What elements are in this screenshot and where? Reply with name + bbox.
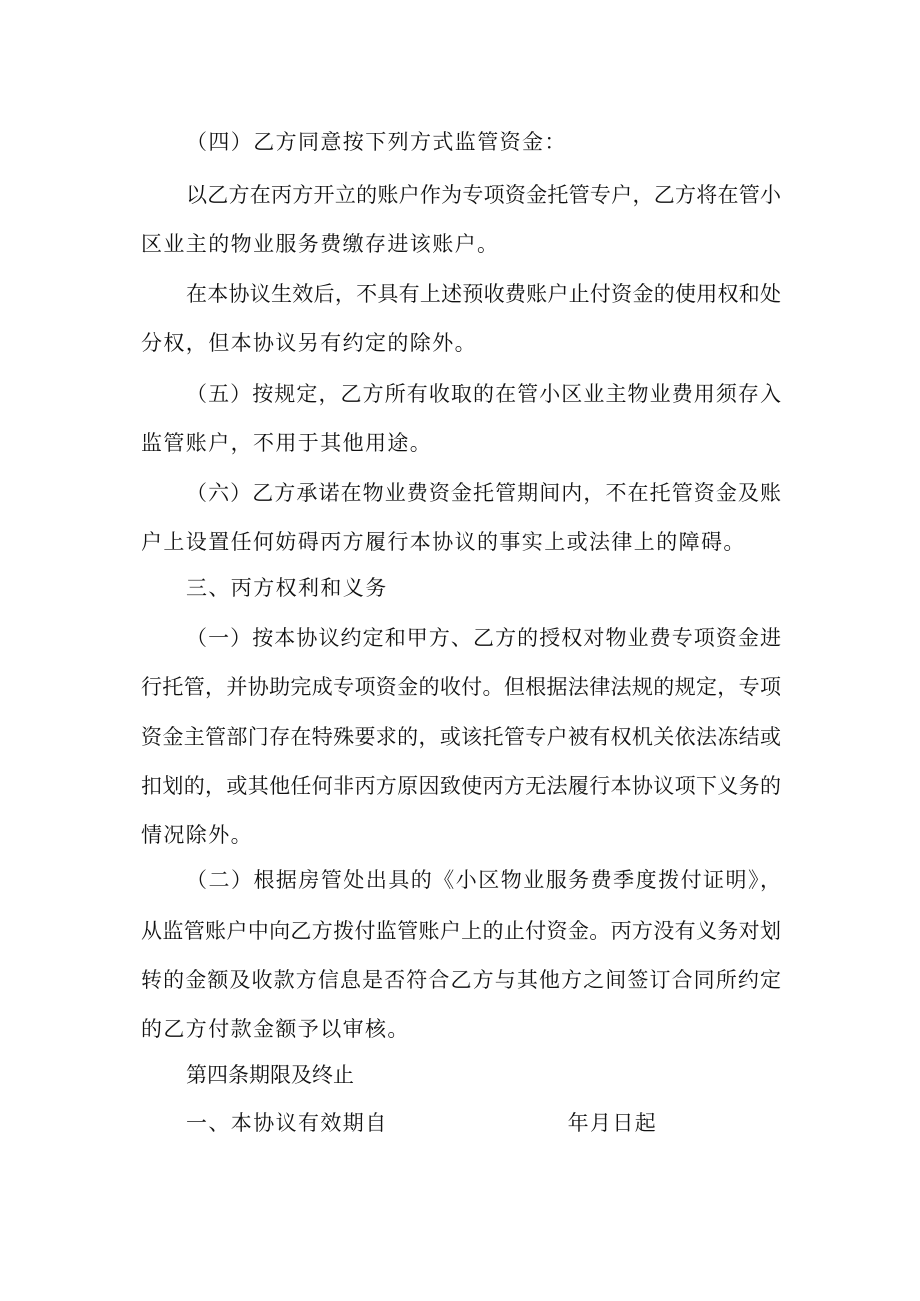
paragraph-bing-1-line-2: 行托管，并协助完成专项资金的收付。但根据法律法规的规定，专项 bbox=[141, 675, 781, 699]
paragraph-effect-line-1: 在本协议生效后，不具有上述预收费账户止付资金的使用权和处 bbox=[186, 282, 781, 306]
paragraph-5-line-2: 监管账户，不用于其他用途。 bbox=[141, 431, 433, 455]
term-line bbox=[186, 1109, 657, 1137]
paragraph-bing-2-line-2: 从监管账户中向乙方拨付监管账户上的止付资金。丙方没有义务对划 bbox=[141, 919, 781, 943]
paragraph-effect-line-2: 分权，但本协议另有约定的除外。 bbox=[141, 331, 477, 355]
paragraph-bing-2-line-1: （二）根据房管处出具的《小区物业服务费季度拨付证明》， bbox=[186, 868, 781, 892]
term-line-start: 一、本协议有效期自 bbox=[186, 1111, 388, 1135]
paragraph-bing-2-line-4: 的乙方付款金额予以审核。 bbox=[141, 1017, 410, 1041]
paragraph-bing-2-line-3: 转的金额及收款方信息是否符合乙方与其他方之间签订合同所约定 bbox=[141, 968, 781, 992]
paragraph-bing-1-line-4: 扣划的，或其他任何非丙方原因致使丙方无法履行本协议项下义务的 bbox=[141, 774, 781, 798]
paragraph-6-line-1: （六）乙方承诺在物业费资金托管期间内，不在托管资金及账 bbox=[186, 481, 781, 505]
paragraph-account-line-2: 区业主的物业服务费缴存进该账户。 bbox=[141, 232, 500, 256]
paragraph-bing-1-line-1: （一）按本协议约定和甲方、乙方的授权对物业费专项资金进 bbox=[186, 626, 781, 650]
paragraph-6-line-2: 户上设置任何妨碍丙方履行本协议的事实上或法律上的障碍。 bbox=[141, 530, 746, 554]
paragraph-account-line-1: 以乙方在丙方开立的账户作为专项资金托管专户，乙方将在管小 bbox=[186, 183, 781, 207]
paragraph-4-line-1: （四）乙方同意按下列方式监管资金： bbox=[186, 130, 567, 154]
paragraph-5-line-1: （五）按规定，乙方所有收取的在管小区业主物业费用须存入 bbox=[186, 382, 781, 406]
paragraph-bing-1-line-3: 资金主管部门存在特殊要求的，或该托管专户被有权机关依法冻结或 bbox=[141, 725, 781, 749]
article-4-heading: 第四条期限及终止 bbox=[186, 1063, 354, 1087]
section-heading-bing-rights: 三、丙方权利和义务 bbox=[186, 576, 388, 600]
paragraph-bing-1-line-5: 情况除外。 bbox=[141, 823, 253, 847]
term-line-end: 年月日起 bbox=[567, 1111, 658, 1135]
